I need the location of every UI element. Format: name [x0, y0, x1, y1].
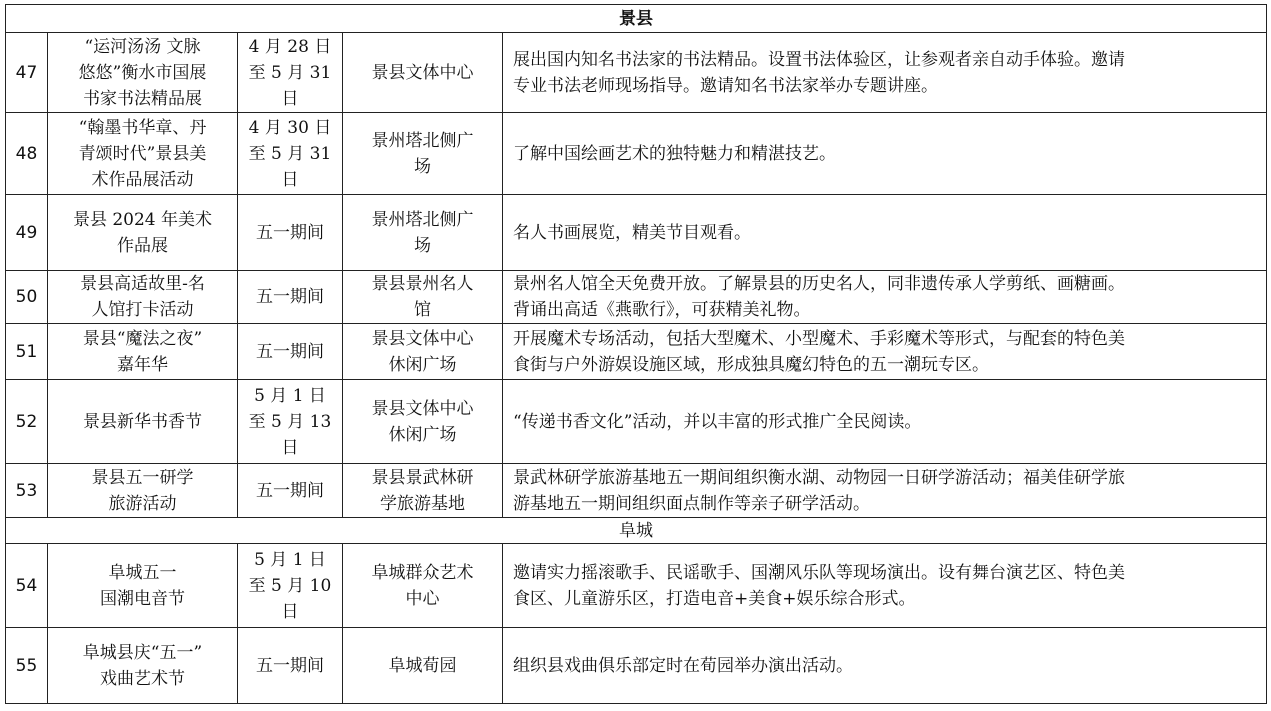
cell-line: 景州名人馆全天免费开放。了解景县的历史名人，同非遗传承人学剪纸、画糖画。 — [513, 274, 1125, 294]
activity-description — [503, 380, 1267, 464]
cell-line: 景县新华书香节 — [83, 411, 202, 432]
table-row — [6, 324, 1267, 380]
cell-line: 休闲广场 — [388, 354, 457, 375]
activity-name — [48, 113, 238, 195]
cell-line: 术作品展活动 — [91, 169, 194, 190]
cell-line: 景县景州名人 — [371, 274, 474, 294]
row-number: 51 — [6, 324, 48, 380]
activity-name — [48, 33, 238, 113]
cell-line: 邀请实力摇滚歌手、民谣歌手、国潮风乐队等现场演出。设有舞台演艺区、特色美 — [513, 562, 1125, 583]
cell-line: 名人书画展览，精美节目观看。 — [513, 222, 751, 243]
activity-name — [48, 380, 238, 464]
cell-line: 五一期间 — [256, 287, 324, 307]
cell-line: 五一期间 — [256, 655, 324, 676]
activity-time — [238, 195, 343, 271]
cell-line: 组织县戏曲俱乐部定时在荀园举办演出活动。 — [513, 655, 853, 676]
activity-table — [5, 4, 1267, 704]
table-row — [6, 113, 1267, 195]
cell-line: “翰墨书华章、丹 — [78, 117, 207, 138]
cell-line: 4 月 30 日 — [248, 117, 332, 138]
cell-line: 阜城五一 — [108, 562, 177, 583]
cell-line: 游基地五一期间组织面点制作等亲子研学活动。 — [513, 493, 870, 514]
section-title: 阜城 — [6, 518, 1267, 544]
cell-line: 景县景武林研 — [371, 467, 474, 488]
cell-line: 休闲广场 — [388, 424, 457, 445]
cell-line: 书家书法精品展 — [83, 88, 202, 109]
activity-time — [238, 33, 343, 113]
cell-line: 中心 — [405, 588, 440, 609]
activity-place — [343, 544, 503, 628]
cell-line: 景县文体中心 — [371, 398, 474, 419]
row-number: 52 — [6, 380, 48, 464]
cell-line: “运河汤汤 文脉 — [84, 36, 201, 57]
cell-line: 4 月 28 日 — [248, 36, 332, 57]
table-row — [6, 195, 1267, 271]
cell-line: 景武林研学旅游基地五一期间组织衡水湖、动物园一日研学游活动；福美佳研学旅 — [513, 467, 1125, 488]
cell-line: 五一期间 — [256, 341, 324, 362]
activity-name — [48, 628, 238, 704]
cell-line: 食街与户外游娱设施区域，形成独具魔幻特色的五一潮玩专区。 — [513, 354, 989, 375]
activity-description — [503, 544, 1267, 628]
activity-place — [343, 271, 503, 324]
cell-line: 展出国内知名书法家的书法精品。设置书法体验区，让参观者亲自动手体验。邀请 — [513, 49, 1125, 70]
cell-line: 日 — [281, 437, 299, 458]
activity-description — [503, 33, 1267, 113]
cell-line: 开展魔术专场活动，包括大型魔术、小型魔术、手彩魔术等形式，与配套的特色美 — [513, 328, 1125, 349]
activity-time — [238, 113, 343, 195]
table-row — [6, 464, 1267, 518]
cell-line: 至 5 月 31 — [248, 143, 332, 164]
activity-time — [238, 271, 343, 324]
table-row — [6, 271, 1267, 324]
cell-line: 食区、儿童游乐区，打造电音+美食+娱乐综合形式。 — [513, 588, 916, 609]
cell-line: 悠悠”衡水市国展 — [78, 62, 207, 83]
cell-line: “传递书香文化”活动，并以丰富的形式推广全民阅读。 — [513, 411, 922, 432]
activity-place — [343, 464, 503, 518]
cell-line: 青颂时代”景县美 — [78, 143, 207, 164]
cell-line: 五一期间 — [256, 480, 324, 501]
activity-time — [238, 464, 343, 518]
cell-line: 至 5 月 13 — [248, 411, 332, 432]
table-body — [6, 5, 1267, 704]
activity-place — [343, 380, 503, 464]
activity-description — [503, 195, 1267, 271]
cell-line: 景县文体中心 — [371, 62, 474, 83]
activity-name — [48, 324, 238, 380]
cell-line: 日 — [281, 601, 299, 622]
row-number: 54 — [6, 544, 48, 628]
cell-line: 景县 2024 年美术 — [72, 209, 213, 230]
cell-line: 至 5 月 31 — [248, 62, 332, 83]
table-row — [6, 33, 1267, 113]
cell-line: 景州塔北侧广 — [371, 209, 474, 230]
cell-line: 背诵出高适《燕歌行》，可获精美礼物。 — [513, 300, 811, 320]
activity-time — [238, 324, 343, 380]
cell-line: 嘉年华 — [117, 354, 168, 375]
section-title: 景县 — [6, 5, 1267, 33]
activity-description — [503, 324, 1267, 380]
section-header-row — [6, 5, 1267, 33]
row-number: 47 — [6, 33, 48, 113]
cell-line: 5 月 1 日 — [254, 549, 326, 570]
cell-line: 了解中国绘画艺术的独特魅力和精湛技艺。 — [513, 143, 836, 164]
activity-place — [343, 628, 503, 704]
activity-place — [343, 33, 503, 113]
activity-time — [238, 544, 343, 628]
activity-place — [343, 113, 503, 195]
table-row — [6, 380, 1267, 464]
cell-line: 阜城群众艺术 — [371, 562, 474, 583]
cell-line: 景县高适故里-名 — [80, 274, 205, 294]
row-number: 55 — [6, 628, 48, 704]
activity-time — [238, 380, 343, 464]
activity-description — [503, 113, 1267, 195]
activity-name — [48, 195, 238, 271]
cell-line: 日 — [281, 169, 299, 190]
activity-name — [48, 544, 238, 628]
cell-line: 戏曲艺术节 — [100, 668, 185, 689]
row-number: 53 — [6, 464, 48, 518]
activity-name — [48, 271, 238, 324]
row-number: 48 — [6, 113, 48, 195]
activity-place — [343, 195, 503, 271]
activity-name — [48, 464, 238, 518]
cell-line: 馆 — [414, 300, 431, 320]
cell-line: 景县文体中心 — [371, 328, 474, 349]
cell-line: 至 5 月 10 — [248, 575, 332, 596]
cell-line: 专业书法老师现场指导。邀请知名书法家举办专题讲座。 — [513, 75, 938, 96]
cell-line: 景州塔北侧广 — [371, 130, 474, 151]
activity-description — [503, 628, 1267, 704]
cell-line: 学旅游基地 — [380, 493, 465, 514]
cell-line: 国潮电音节 — [100, 588, 185, 609]
cell-line: 日 — [281, 88, 299, 109]
cell-line: 五一期间 — [256, 222, 324, 243]
cell-line: 场 — [414, 156, 431, 177]
cell-line: 5 月 1 日 — [254, 385, 326, 406]
activity-description — [503, 464, 1267, 518]
cell-line: 阜城荀园 — [388, 655, 457, 676]
row-number: 49 — [6, 195, 48, 271]
activity-time — [238, 628, 343, 704]
cell-line: 阜城县庆“五一” — [82, 642, 203, 663]
section-header-row — [6, 518, 1267, 544]
cell-line: 人馆打卡活动 — [91, 300, 194, 320]
cell-line: 场 — [414, 235, 431, 256]
activity-place — [343, 324, 503, 380]
activity-description — [503, 271, 1267, 324]
table-row — [6, 628, 1267, 704]
row-number: 50 — [6, 271, 48, 324]
cell-line: 景县五一研学 — [91, 467, 194, 488]
table-row — [6, 544, 1267, 628]
cell-line: 作品展 — [117, 235, 168, 256]
cell-line: 景县“魔法之夜” — [82, 328, 203, 349]
cell-line: 旅游活动 — [108, 493, 177, 514]
